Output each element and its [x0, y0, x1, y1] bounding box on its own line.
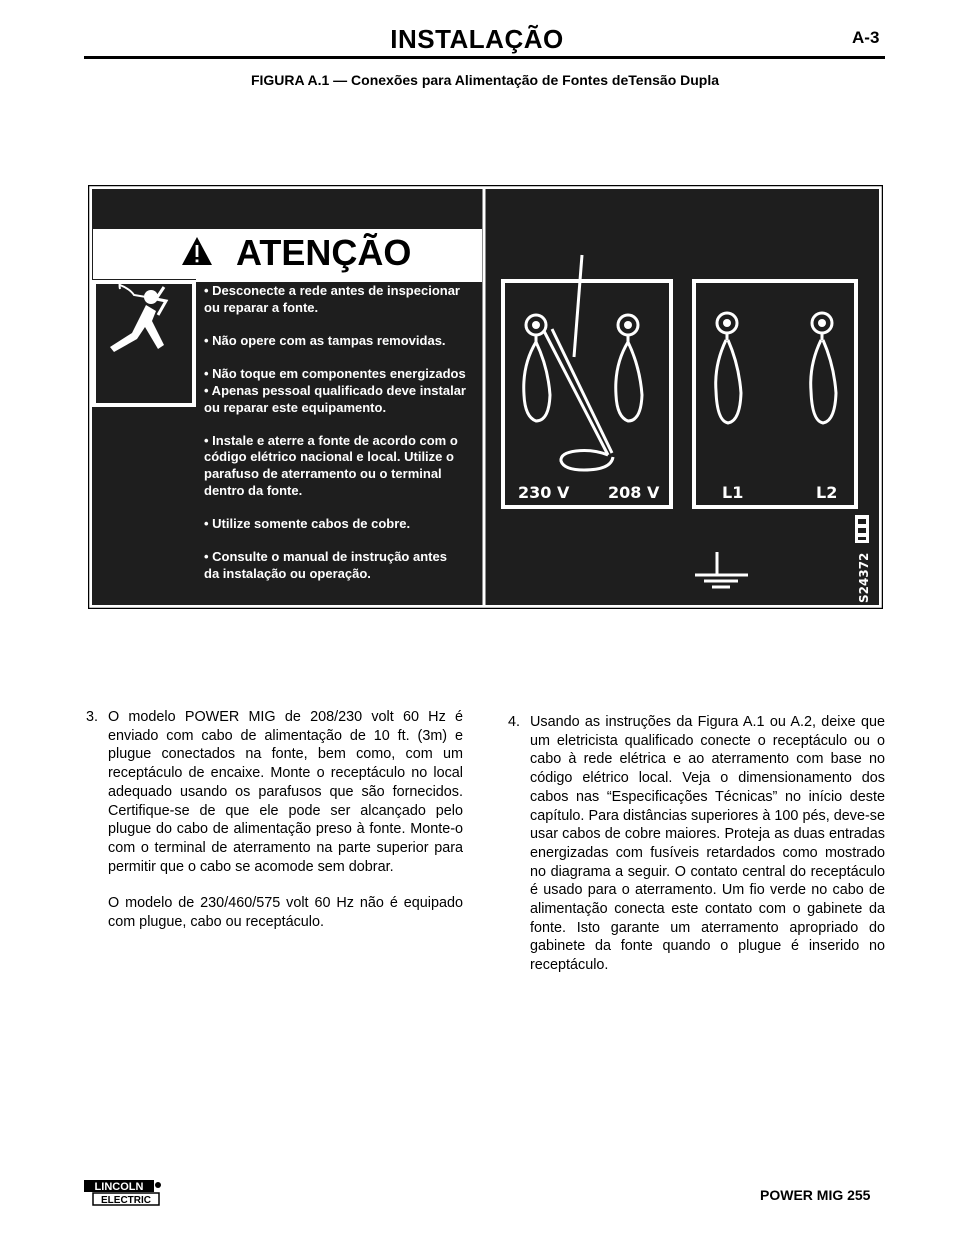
lincoln-electric-logo	[83, 1179, 163, 1207]
product-name: POWER MIG 255	[760, 1187, 871, 1203]
page-title: INSTALAÇÃO	[390, 24, 564, 54]
warning-line: • Desconecte a rede antes de inspecionar	[204, 283, 460, 298]
item-3-text: O modelo POWER MIG de 208/230 volt 60 Hz é enviado com cabo de alimentação de 10 ft. (3m) e plugue conectados na fonte, bem como, com um receptáculo de encaixe. Monte o receptáculo no local adequado usando os parafusos que são fornecidos. Certifique-se de que ele pode ser alcançado pelo plugue do cabo de alimentação preso à fonte. Monte-o com o terminal de aterramento na parte superior para permitir que o cabo se acomode sem dobrar.	[108, 709, 463, 875]
item-number: 4.	[508, 714, 521, 730]
item-4-text: Usando as instruções da Figura A.1 ou A.2, deixe que um eletricista qualificado conecte o receptáculo ou o cabo à rede elétrica e ao aterramento com base no código elétrico local. Veja o dimensionamento dos cabos nas “Especificações Técnicas” no início deste capítulo. Para distâncias superiores à 100 pés, deve-se usar cabos de cobre maiores. Proteja as duas entradas energizadas com fusíveis retardados como mostrado no diagrama a seguir. O contato central do receptáculo é usado para o aterramento. Um fio verde no cabo de alimentação conecta este contato com o gabinete da fonte. Isto garante um aterramento apropriado do gabinete da fonte quando o plugue é inserido no receptáculo.	[530, 714, 885, 974]
terminal-label-l1: L1	[722, 483, 744, 502]
page-number: A-3	[852, 28, 880, 47]
voltage-terminal-block	[503, 255, 671, 507]
terminal-label-230v: 230 V	[518, 483, 570, 502]
header-rule	[84, 56, 885, 59]
item-3-note: O modelo de 230/460/575 volt 60 Hz não é equipado com plugue, cabo ou receptáculo.	[108, 895, 463, 931]
logo-top: LINCOLN	[94, 1181, 144, 1193]
warning-line: • Apenas pessoal qualificado deve instalar	[204, 383, 466, 398]
warning-line: • Não toque em componentes energizados	[204, 366, 466, 381]
logo-bottom: ELECTRIC	[101, 1195, 151, 1206]
fuse-symbol-icon	[855, 515, 869, 543]
list-item-4	[508, 713, 885, 975]
terminal-label-l2: L2	[816, 483, 838, 502]
figure-caption: FIGURA A.1 — Conexões para Alimentação de Fontes deTensão Dupla	[250, 72, 720, 88]
warning-line: parafuso de aterramento ou o terminal	[204, 466, 442, 481]
warning-line: da instalação ou operação.	[204, 566, 371, 581]
warning-line: • Utilize somente cabos de cobre.	[204, 516, 411, 531]
column-right	[508, 713, 885, 975]
item-number: 3.	[86, 709, 99, 725]
warning-line: dentro da fonte.	[204, 483, 303, 498]
figure-a1-diagram	[88, 185, 883, 609]
warning-line: • Instale e aterre a fonte de acordo com o	[204, 433, 458, 448]
warning-line: • Consulte o manual de instrução antes	[204, 549, 447, 564]
line-terminal-block	[694, 281, 856, 507]
column-left	[86, 708, 463, 932]
part-number: S24372	[857, 552, 871, 603]
warning-line: código elétrico nacional e local. Utilize o	[204, 449, 454, 464]
warning-title: ATENÇÃO	[236, 232, 412, 273]
warning-line: • Não opere com as tampas removidas.	[204, 333, 446, 348]
terminal-label-208v: 208 V	[608, 483, 660, 502]
warning-line: ou reparar a fonte.	[204, 300, 319, 315]
list-item-3	[86, 708, 463, 932]
warning-line: ou reparar este equipamento.	[204, 400, 387, 415]
